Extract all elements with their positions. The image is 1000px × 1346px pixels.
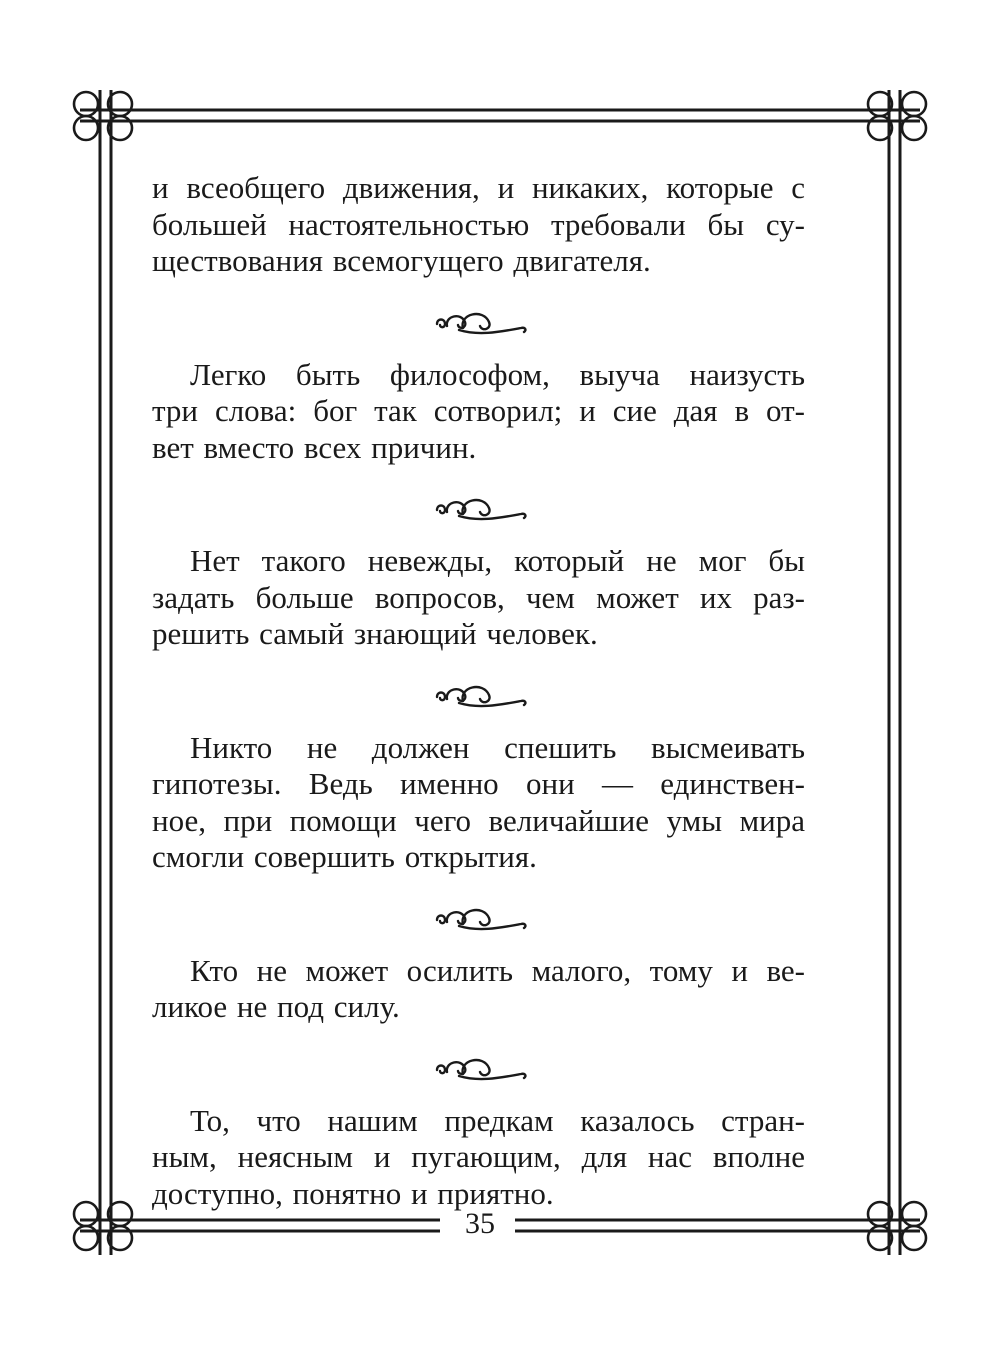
text-line: гипотезы. Ведь именно они — единствен- <box>152 766 805 801</box>
text-line: задать больше вопросов, чем может их раз- <box>152 579 805 615</box>
paragraph-6 <box>152 1103 805 1213</box>
paragraph-5 <box>152 953 805 1026</box>
text-line: ным, неясным и пугающим, для нас вполне <box>152 1139 805 1174</box>
page-number: 35 <box>465 1207 495 1240</box>
celtic-knot-icon <box>74 1202 132 1250</box>
text-line: и всеобщего движения, и никаких, которые с <box>152 170 805 205</box>
text-line: решить самый знающий человек. <box>152 616 598 651</box>
text-line: доступно, понятно и приятно. <box>152 1175 554 1211</box>
text-line: смогли совершить открытия. <box>152 839 537 874</box>
wave-swirl-ornament-icon <box>429 1050 529 1086</box>
text-line: Кто не может осилить малого, тому и ве- <box>190 952 805 988</box>
paragraph-2 <box>152 357 805 467</box>
text-line: Легко быть философом, выуча наизусть <box>190 356 805 392</box>
text-line: То, что нашим предкам казалось стран- <box>190 1102 805 1138</box>
celtic-knot-icon <box>868 1202 926 1250</box>
celtic-knot-icon <box>74 92 132 140</box>
text-line: большей настоятельностью требовали бы су- <box>152 206 805 242</box>
text-line: ное, при помощи чего величайшие умы мира <box>152 802 805 838</box>
paragraph-1 <box>152 170 805 280</box>
page-text <box>152 170 805 1212</box>
wave-swirl-ornament-icon <box>429 900 529 936</box>
celtic-knot-icon <box>868 92 926 140</box>
text-line: Нет такого невежды, который не мог бы <box>190 543 805 578</box>
text-line: ликое не под силу. <box>152 989 400 1024</box>
wave-swirl-ornament-icon <box>429 304 529 340</box>
wave-swirl-ornament-icon <box>429 677 529 713</box>
wave-swirl-ornament-icon <box>429 490 529 526</box>
text-line: ществования всемогущего двигателя. <box>152 243 651 278</box>
paragraph-4 <box>152 730 805 876</box>
paragraph-3 <box>152 543 805 653</box>
text-line: вет вместо всех причин. <box>152 429 477 465</box>
text-line: Никто не должен спешить высмеивать <box>190 729 805 765</box>
text-line: три слова: бог так сотворил; и сие дая в от- <box>152 393 805 428</box>
